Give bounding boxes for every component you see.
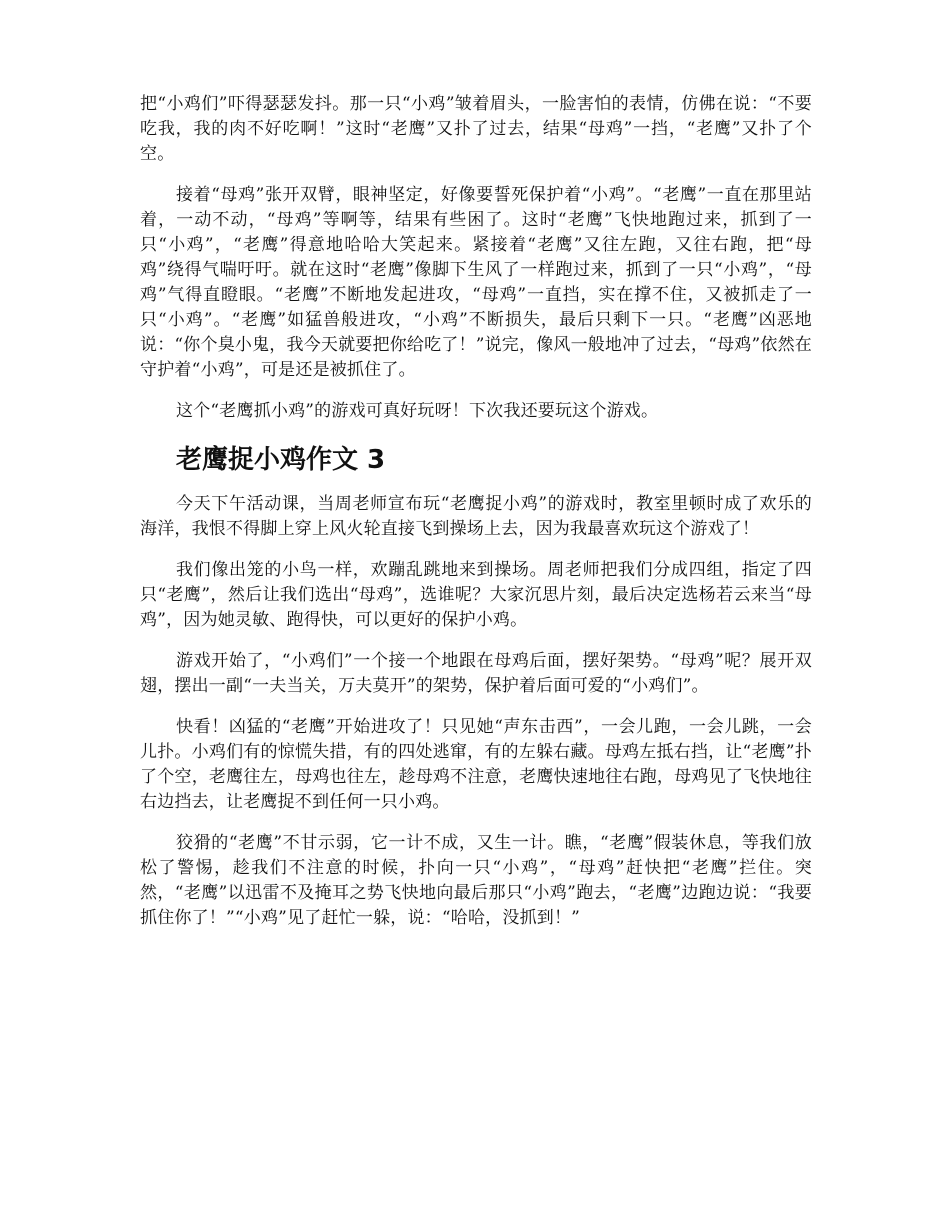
document-page	[140, 92, 812, 947]
paragraph: 游戏开始了，“小鸡们”一个接一个地跟在母鸡后面，摆好架势。“母鸡”呢？展开双翅，摆出一副“一夫当关，万夫莫开”的架势，保护着后面可爱的“小鸡们”。	[140, 651, 812, 696]
paragraph: 快看！凶猛的“老鹰”开始进攻了！只见她“声东击西”，一会儿跑，一会儿跳，一会儿扑。小鸡们有的惊慌失措，有的四处逃窜，有的左躲右藏。母鸡左抵右挡，让“老鹰”扑了个空，老鹰往左，母鸡也往左，趁母鸡不注意，老鹰快速地往右跑，母鸡见了飞快地往右边挡去，让老鹰捉不到任何一只小鸡。	[140, 717, 812, 812]
paragraph: 这个“老鹰抓小鸡”的游戏可真好玩呀！下次我还要玩这个游戏。	[176, 401, 659, 421]
paragraph: 狡猾的“老鹰”不甘示弱，它一计不成，又生一计。瞧，“老鹰”假装休息，等我们放松了警惕，趁我们不注意的时候，扑向一只“小鸡”，“母鸡”赶快把“老鹰”拦住。突然，“老鹰”以迅雷不及掩耳之势飞快地向最后那只“小鸡”跑去，“老鹰”边跑边说：“我要抓住你了！”“小鸡”见了赶忙一躲，说：“哈哈，没抓到！”	[140, 833, 812, 928]
paragraph: 今天下午活动课，当周老师宣布玩“老鹰捉小鸡”的游戏时，教室里顿时成了欢乐的海洋，我恨不得脚上穿上风火轮直接飞到操场上去，因为我最喜欢玩这个游戏了！	[140, 494, 812, 539]
paragraph: 我们像出笼的小鸟一样，欢蹦乱跳地来到操场。周老师把我们分成四组，指定了四只“老鹰”，然后让我们选出“母鸡”，选谁呢？大家沉思片刻，最后决定选杨若云来当“母鸡”，因为她灵敏、跑得快，可以更好的保护小鸡。	[140, 560, 812, 630]
paragraph: 接着“母鸡”张开双臂，眼神坚定，好像要誓死保护着“小鸡”。“老鹰”一直在那里站着，一动不动，“母鸡”等啊等，结果有些困了。这时“老鹰”飞快地跑过来，抓到了一只“小鸡”，“老鹰”得意地哈哈大笑起来。紧接着“老鹰”又往左跑，又往右跑，把“母鸡”绕得气喘吁吁。就在这时“老鹰”像脚下生风了一样跑过来，抓到了一只“小鸡”，“母鸡”气得直瞪眼。“老鹰”不断地发起进攻，“母鸡”一直挡，实在撑不住，又被抓走了一只“小鸡”。“老鹰”如猛兽般进攻，“小鸡”不断损失，最后只剩下一只。“老鹰”凶恶地说：“你个臭小鬼，我今天就要把你给吃了！”说完，像风一般地冲了过去，“母鸡”依然在守护着“小鸡”，可是还是被抓住了。	[140, 185, 812, 380]
paragraph: 把“小鸡们”吓得瑟瑟发抖。那一只“小鸡”皱着眉头，一脸害怕的表情，仿佛在说：“不要吃我，我的肉不好吃啊！”这时“老鹰”又扑了过去，结果“母鸡”一挡，“老鹰”又扑了个空。	[140, 94, 812, 164]
section-heading: 老鹰捉小鸡作文 3	[176, 445, 386, 475]
